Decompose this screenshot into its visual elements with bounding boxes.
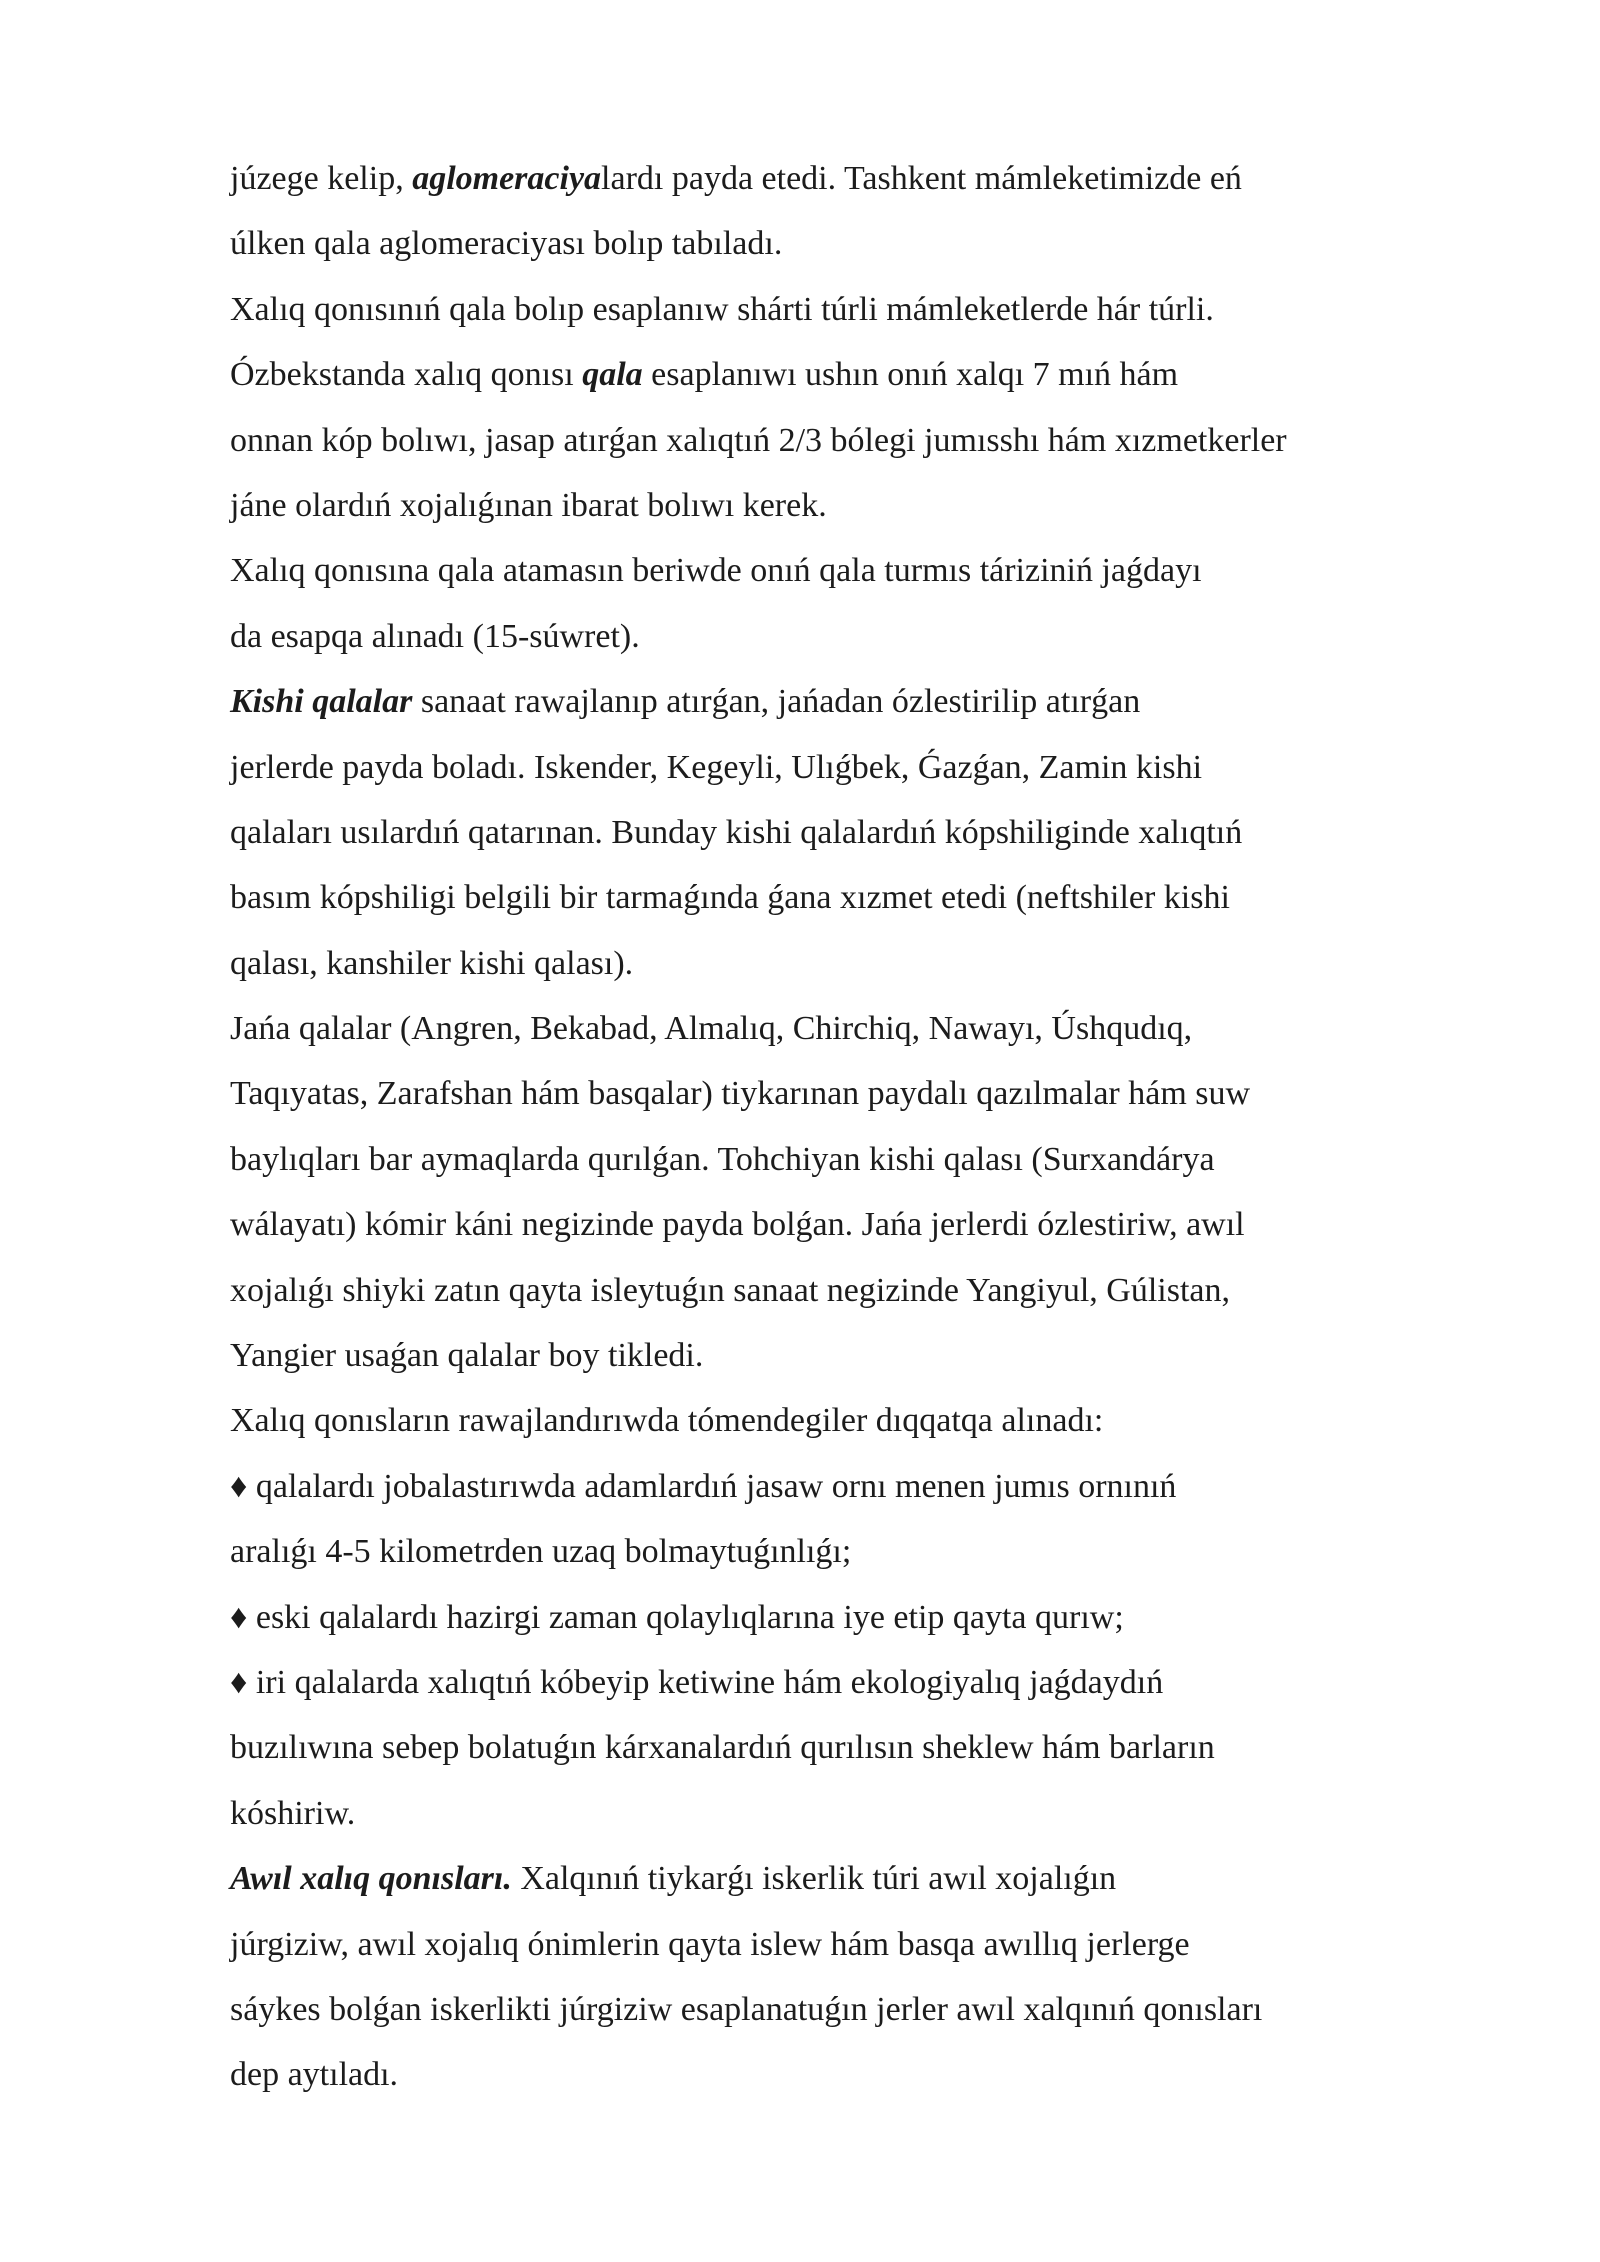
text-line (230, 211, 1470, 276)
text-segment: onnan kóp bolıwı, jasap atırǵan xalıqtıń 2/3 bólegi jumısshı hám xızmetkerler (230, 421, 1287, 459)
text-segment: ♦ qalalardı jobalastırıwda adamlardıń jasaw ornı menen jumıs ornınıń (230, 1467, 1177, 1505)
text-line (230, 1388, 1470, 1453)
text-segment: Yangier usaǵan qalalar boy tikledi. (230, 1337, 704, 1375)
text-segment: sanaat rawajlanıp atırǵan, jańadan ózlestirilip atırǵan (412, 683, 1141, 721)
text-line (230, 1715, 1470, 1780)
text-line (230, 1127, 1470, 1192)
text-segment: júzege kelip, (230, 160, 413, 197)
text-segment: Taqıyatas, Zarafshan hám basqalar) tiykarınan paydalı qazılmalar hám suw (230, 1075, 1251, 1113)
emphasized-term: Awıl xalıq qonısları. (230, 1860, 512, 1898)
text-line (230, 1061, 1470, 1126)
text-segment: ♦ eski qalalardı hazirgi zaman qolaylıqlarına iye etip qayta qurıw; (230, 1598, 1124, 1636)
text-segment: xojalıǵı shiyki zatın qayta isleytuǵın sanaat negizinde Yangiyul, Gúlistan, (230, 1271, 1231, 1309)
text-segment: úlken qala aglomeraciyası bolıp tabıladı. (230, 225, 783, 263)
text-line (230, 669, 1470, 734)
text-line (230, 1585, 1470, 1650)
text-line (230, 1912, 1470, 1977)
text-segment: sáykes bolǵan iskerlikti júrgiziw esaplanatuǵın jerler awıl xalqınıń qonısları (230, 1990, 1263, 2028)
text-segment: buzılıwına sebep bolatuǵın kárxanalardıń qurılısın sheklew hám barların (230, 1729, 1215, 1767)
text-line (230, 931, 1470, 996)
text-segment: da esapqa alınadı (15-súwret). (230, 617, 640, 655)
text-line (230, 2042, 1470, 2107)
text-segment: Xalıq qonısınıń qala bolıp esaplanıw shárti túrli mámleketlerde hár túrli. (230, 290, 1214, 328)
emphasized-term: Kishi qalalar (230, 683, 413, 721)
text-segment: Jańa qalalar (Angren, Bekabad, Almalıq, Chirchiq, Nawayı, Úshqudıq, (230, 1010, 1193, 1048)
text-line (230, 1781, 1470, 1846)
text-segment: jerlerde payda boladı. Iskender, Kegeyli, Ulıǵbek, Ǵazǵan, Zamin kishi (230, 748, 1203, 786)
text-line (230, 996, 1470, 1061)
text-line (230, 604, 1470, 669)
text-segment: ♦ iri qalalarda xalıqtıń kóbeyip ketiwine hám ekologiyalıq jaǵdaydıń (230, 1663, 1164, 1701)
text-segment: basım kópshiligi belgili bir tarmaǵında ǵana xızmet etedi (neftshiler kishi (230, 879, 1230, 917)
text-line (230, 538, 1470, 603)
text-line (230, 277, 1470, 342)
text-segment: esaplanıwı ushın onıń xalqı 7 mıń hám (642, 356, 1179, 394)
text-segment: Xalıq qonısına qala atamasın beriwde onıń qala turmıs táriziniń jaǵdayı (230, 552, 1202, 590)
text-line (230, 800, 1470, 865)
text-line (230, 1650, 1470, 1715)
emphasized-term: aglomeraciya (412, 160, 602, 197)
text-line (230, 146, 1470, 211)
text-segment: dep aytıladı. (230, 2056, 399, 2094)
text-line (230, 1846, 1470, 1911)
text-segment: Xalıq qonısların rawajlandırıwda tómendegiler dıqqatqa alınadı: (230, 1402, 1104, 1440)
text-line (230, 1977, 1470, 2042)
text-segment: baylıqları bar aymaqlarda qurılǵan. Tohchiyan kishi qalası (Surxandárya (230, 1140, 1215, 1178)
document-page (230, 146, 1470, 2108)
text-line (230, 342, 1470, 407)
text-line (230, 1192, 1470, 1257)
text-segment: Xalqınıń tiykarǵı iskerlik túri awıl xojalıǵın (511, 1860, 1117, 1898)
text-segment: jáne olardıń xojalıǵınan ibarat bolıwı kerek. (230, 486, 827, 524)
text-segment: Ózbekstanda xalıq qonısı (230, 356, 583, 394)
emphasized-term: qala (582, 356, 643, 394)
text-line (230, 1258, 1470, 1323)
text-segment: kóshiriw. (230, 1794, 356, 1832)
text-line (230, 1454, 1470, 1519)
text-line (230, 408, 1470, 473)
text-segment: qalaları usılardıń qatarınan. Bunday kishi qalalardıń kópshiliginde xalıqtıń (230, 813, 1243, 851)
text-line (230, 473, 1470, 538)
text-line (230, 865, 1470, 930)
text-segment: lardı payda etedi. Tashkent mámleketimizde eń (601, 160, 1242, 197)
text-line (230, 1323, 1470, 1388)
text-segment: qalası, kanshiler kishi qalası). (230, 944, 634, 982)
text-segment: aralıǵı 4-5 kilometrden uzaq bolmaytuǵınlıǵı; (230, 1533, 852, 1571)
text-line (230, 735, 1470, 800)
text-segment: wálayatı) kómir káni negizinde payda bolǵan. Jańa jerlerdi ózlestiriw, awıl (230, 1206, 1245, 1244)
text-line (230, 1519, 1470, 1584)
text-segment: júrgiziw, awıl xojalıq ónimlerin qayta islew hám basqa awıllıq jerlerge (230, 1925, 1190, 1963)
